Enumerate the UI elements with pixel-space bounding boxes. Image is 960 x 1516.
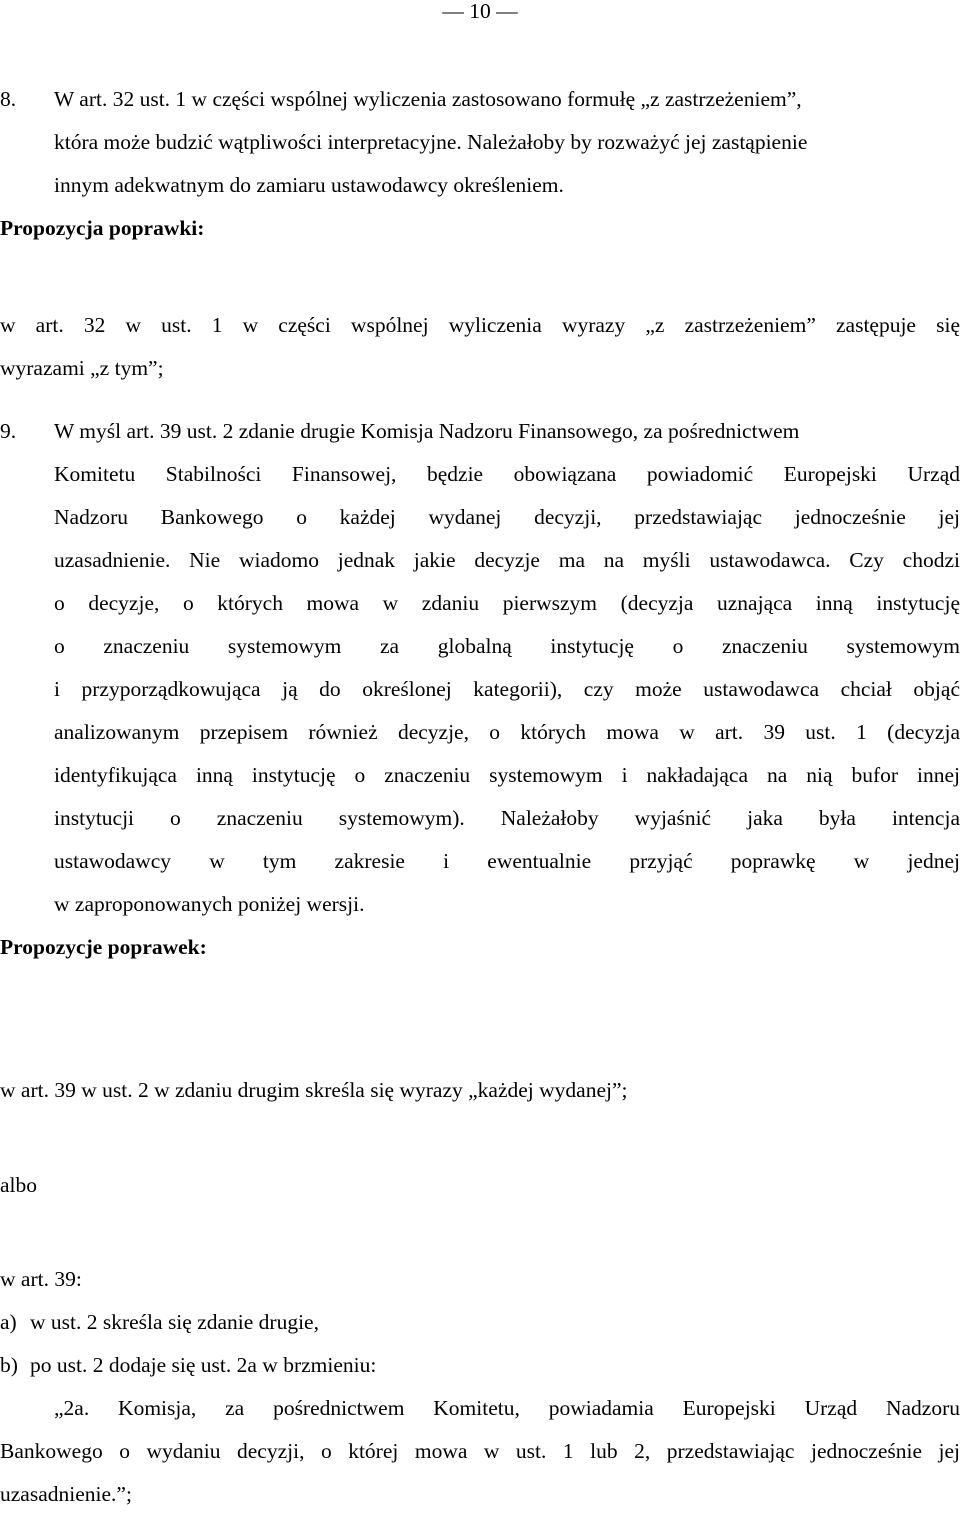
item-9-paragraph bbox=[0, 410, 960, 969]
item-9-line-4: uzasadnienie. Nie wiadomo jednak jakie decyzje ma na myśli ustawodawca. Czy chodzi bbox=[54, 548, 960, 572]
item-9-line-6: o znaczeniu systemowym za globalną instytucję o znaczeniu systemowym bbox=[54, 634, 960, 658]
item-8-paragraph bbox=[0, 78, 960, 250]
item-8-heading: Propozycja poprawki: bbox=[0, 216, 205, 240]
new-provision-line-1: „2a. Komisja, za pośrednictwem Komitetu, powiadamia Europejski Urząd Nadzoru bbox=[54, 1396, 960, 1420]
item-9-line-2: Komitetu Stabilności Finansowej, będzie obowiązana powiadomić Europejski Urząd bbox=[54, 462, 960, 486]
item-8-line-3: innym adekwatnym do zamiaru ustawodawcy określeniem. bbox=[54, 173, 564, 197]
item-9-heading: Propozycje poprawek: bbox=[0, 935, 207, 959]
item-8-number: 8. bbox=[0, 87, 17, 111]
item-9-number: 9. bbox=[0, 419, 17, 443]
item-8-line-1 bbox=[0, 78, 960, 121]
item-9-line-3: Nadzoru Bankowego o każdej wydanej decyzji, przedstawiając jednocześnie jej bbox=[54, 505, 960, 529]
option-2-item-b bbox=[0, 1344, 960, 1387]
option-2-item-b-label: b) bbox=[0, 1353, 18, 1377]
item-9-separator bbox=[0, 1164, 960, 1207]
item-8-line-2: która może budzić wątpliwości interpretacyjne. Należałoby by rozważyć jej zastąpienie bbox=[54, 130, 808, 154]
item-9-line-11: ustawodawcy w tym zakresie i ewentualnie przyjąć poprawkę w jednej bbox=[54, 849, 960, 873]
item-9-line-1 bbox=[0, 410, 960, 453]
new-provision-line-2: Bankowego o wydaniu decyzji, o której mowa w ust. 1 lub 2, przedstawiając jednocześnie jej bbox=[0, 1439, 960, 1463]
option-2-item-b-text: po ust. 2 dodaje się ust. 2a w brzmieniu: bbox=[30, 1353, 377, 1377]
item-9-line-7: i przyporządkowująca ją do określonej kategorii), czy może ustawodawca chciał objąć bbox=[54, 677, 960, 701]
page-number: — 10 — bbox=[442, 0, 518, 23]
item-9-body bbox=[0, 453, 960, 926]
separator-albo: albo bbox=[0, 1173, 38, 1197]
item-8-amendment-line-2: wyrazami „z tym”; bbox=[0, 356, 164, 380]
option-2-item-a bbox=[0, 1301, 960, 1344]
item-8-amendment-line-1: w art. 32 w ust. 1 w części wspólnej wyliczenia wyrazy „z zastrzeżeniem” zastępuje się bbox=[0, 313, 960, 337]
item-9-line-1-text: W myśl art. 39 ust. 2 zdanie drugie Komisja Nadzoru Finansowego, za pośrednictwem bbox=[54, 419, 800, 443]
new-provision-line-3: uzasadnienie.”; bbox=[0, 1482, 132, 1506]
item-9-option-1 bbox=[0, 1069, 960, 1112]
item-9-line-8: analizowanym przepisem również decyzje, o których mowa w art. 39 ust. 1 (decyzja bbox=[54, 720, 960, 744]
item-8-amendment bbox=[0, 304, 960, 390]
item-9-line-12: w zaproponowanych poniżej wersji. bbox=[54, 892, 365, 916]
item-8-line-1-text: W art. 32 ust. 1 w części wspólnej wyliczenia zastosowano formułę „z zastrzeżeniem”, bbox=[54, 87, 802, 111]
option-2-intro: w art. 39: bbox=[0, 1267, 82, 1291]
item-9-line-9: identyfikująca inną instytucję o znaczeniu systemowym i nakładająca na nią bufor innej bbox=[54, 763, 960, 787]
item-9-option-2 bbox=[0, 1258, 960, 1516]
option-2-item-a-label: a) bbox=[0, 1310, 17, 1334]
option-2-item-a-text: w ust. 2 skreśla się zdanie drugie, bbox=[30, 1310, 319, 1334]
option-1-text: w art. 39 w ust. 2 w zdaniu drugim skreśla się wyrazy „każdej wydanej”; bbox=[0, 1078, 628, 1102]
item-9-line-5: o decyzje, o których mowa w zdaniu pierwszym (decyzja uznająca inną instytucję bbox=[54, 591, 960, 615]
item-9-line-10: instytucji o znaczeniu systemowym). Należałoby wyjaśnić jaka była intencja bbox=[54, 806, 960, 830]
